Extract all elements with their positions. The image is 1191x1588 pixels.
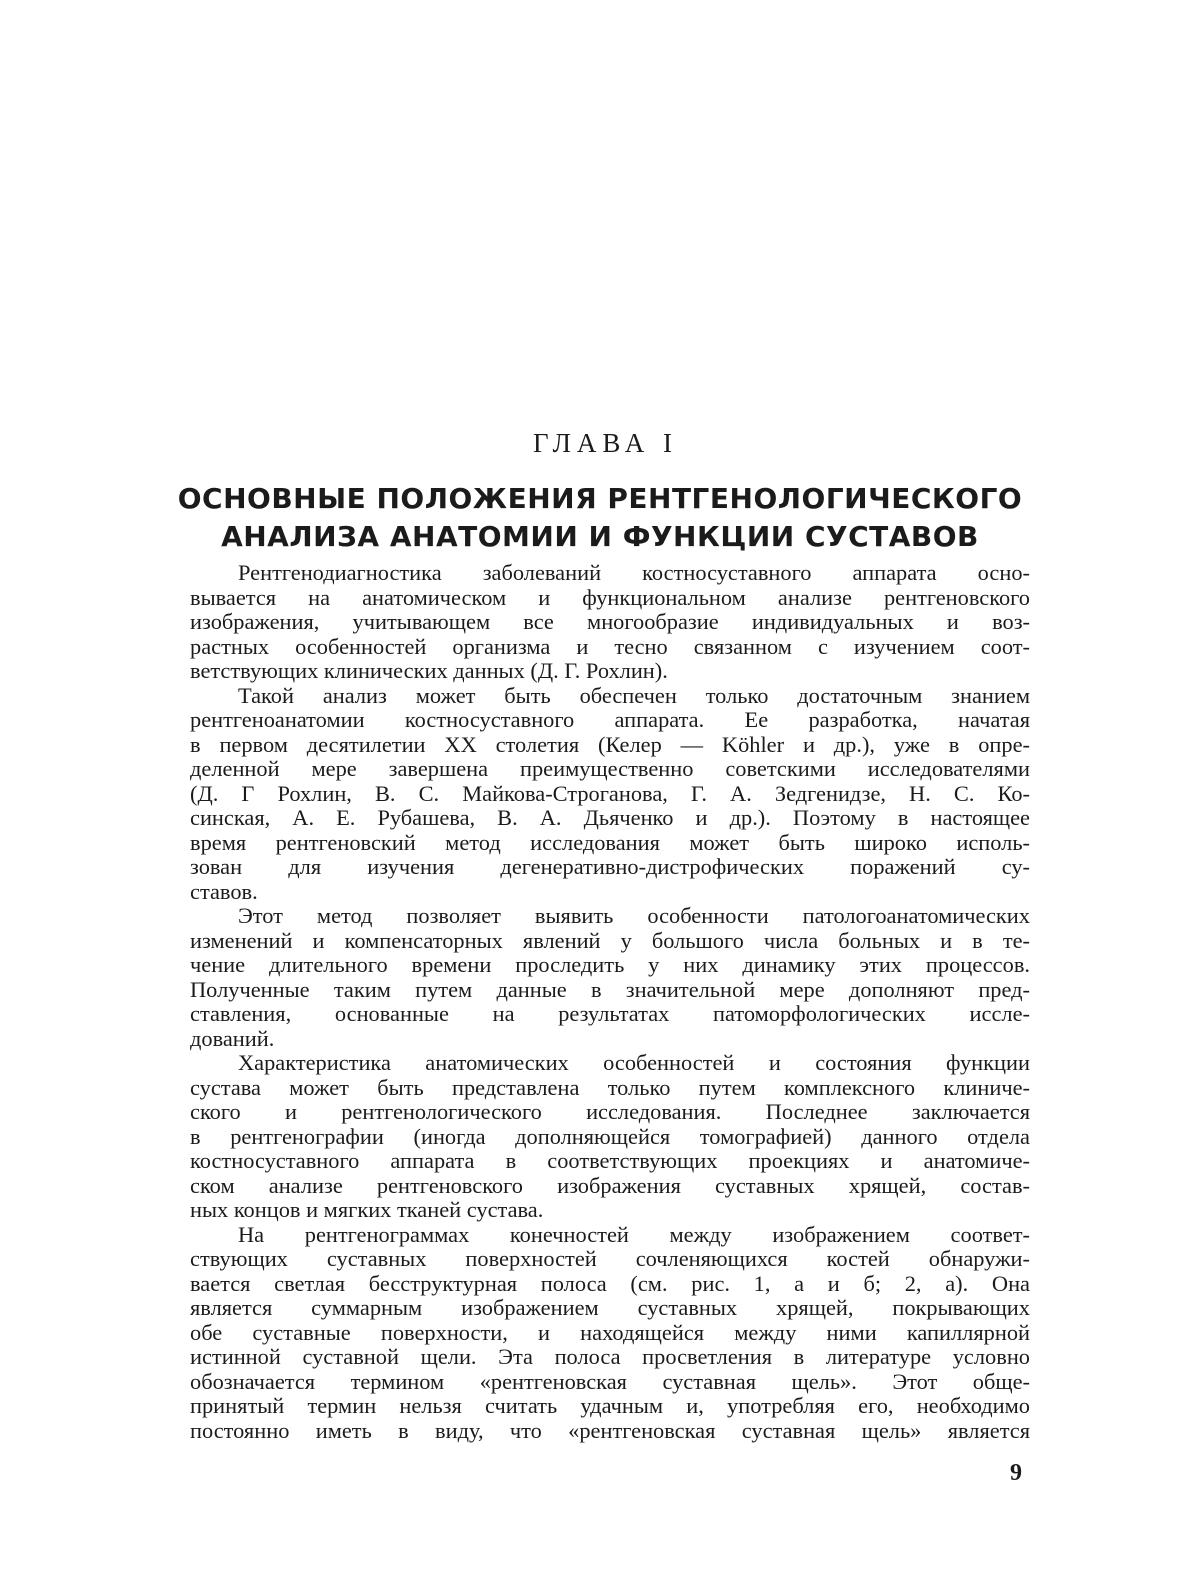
paragraph-line: Такой анализ может быть обеспечен только достаточным знанием	[238, 682, 1030, 708]
paragraph-line: ветствующих клинических данных (Д. Г. Рохлин).	[190, 658, 668, 683]
paragraph-line: в первом десятилетии XX столетия (Келер — Köhler и др.), уже в опре-	[190, 731, 1030, 757]
paragraph-line: зован для изучения дегенеративно-дистрофических поражений су-	[190, 854, 1030, 879]
chapter-label: ГЛАВА I	[533, 428, 678, 458]
paragraph-line: Характеристика анатомических особенностей и состояния функции	[238, 1050, 1030, 1075]
paragraph-line: изображения, учитывающем все многообразие индивидуальных и воз-	[190, 609, 1030, 634]
paragraph-line: ского и рентгенологического исследования. Последнее заключается	[190, 1099, 1030, 1124]
paragraph-line: чение длительного времени проследить у них динамику этих процессов.	[190, 952, 1030, 977]
paragraph-line: вается светлая бесструктурная полоса (см. рис. 1, а и б; 2, а). Она	[190, 1270, 1030, 1296]
paragraph-line: рентгеноанатомии костносуставного аппарата. Ее разработка, начатая	[190, 707, 1030, 732]
paragraph-line: изменений и компенсаторных явлений у большого числа больных и в те-	[190, 927, 1030, 953]
body-text	[190, 561, 1030, 1443]
paragraph-line: синская, А. Е. Рубашева, В. А. Дьяченко и др.). Поэтому в настоящее	[190, 805, 1030, 830]
paragraph-line: время рентгеновский метод исследования может быть широко исполь-	[190, 829, 1030, 855]
paragraph-line: дований.	[190, 1025, 275, 1051]
paragraph-line: Этот метод позволяет выявить особенности патологоанатомических	[238, 903, 1030, 928]
paragraph-line: Рентгенодиагностика заболеваний костносуставного аппарата осно-	[238, 560, 1030, 585]
paragraph-line: (Д. Г Рохлин, В. С. Майкова-Строганова, Г. А. Зедгенидзе, Н. С. Ко-	[190, 780, 1030, 806]
page-number: 9	[1010, 1460, 1022, 1486]
paragraph-line: Полученные таким путем данные в значительной мере дополняют пред-	[190, 976, 1030, 1002]
chapter-title-line: ОСНОВНЫЕ ПОЛОЖЕНИЯ РЕНТГЕНОЛОГИЧЕСКОГО	[177, 482, 1023, 515]
paragraph-line: растных особенностей организма и тесно связанном с изучением соот-	[190, 633, 1030, 659]
paragraph-line: ствующих суставных поверхностей сочленяющихся костей обнаружи-	[190, 1246, 1030, 1271]
chapter-title	[150, 480, 1050, 556]
paragraph-line: обе суставные поверхности, и находящейся между ними капиллярной	[190, 1319, 1030, 1345]
paragraph-line: ных концов и мягких тканей сустава.	[190, 1197, 544, 1222]
paragraph-line: костносуставного аппарата в соответствующих проекциях и анатомиче-	[190, 1148, 1030, 1173]
paragraph-line: принятый термин нельзя считать удачным и, употребляя его, необходимо	[190, 1393, 1030, 1418]
paragraph-line: истинной суставной щели. Эта полоса просветления в литературе условно	[190, 1344, 1030, 1369]
paragraph-line: деленной мере завершена преимущественно советскими исследователями	[190, 756, 1030, 781]
paragraph-line: является суммарным изображением суставных хрящей, покрывающих	[190, 1295, 1030, 1320]
paragraph-line: ском анализе рентгеновского изображения суставных хрящей, состав-	[190, 1172, 1030, 1198]
paragraph-line: постоянно иметь в виду, что «рентгеновская суставная щель» является	[190, 1417, 1030, 1443]
paragraph-line: ставления, основанные на результатах патоморфологических иссле-	[190, 1001, 1030, 1026]
chapter-title-line: АНАЛИЗА АНАТОМИИ И ФУНКЦИИ СУСТАВОВ	[221, 520, 979, 553]
paragraph-line: в рентгенографии (иногда дополняющейся томографией) данного отдела	[190, 1123, 1030, 1149]
paragraph-line: сустава может быть представлена только путем комплексного клиниче-	[190, 1074, 1030, 1100]
paragraph-line: На рентгенограммах конечностей между изображением соответ-	[238, 1221, 1030, 1247]
paragraph-line: обозначается термином «рентгеновская суставная щель». Этот обще-	[190, 1368, 1030, 1394]
paragraph-line: вывается на анатомическом и функциональном анализе рентгеновского	[190, 584, 1030, 610]
paragraph-line: ставов.	[190, 878, 258, 904]
